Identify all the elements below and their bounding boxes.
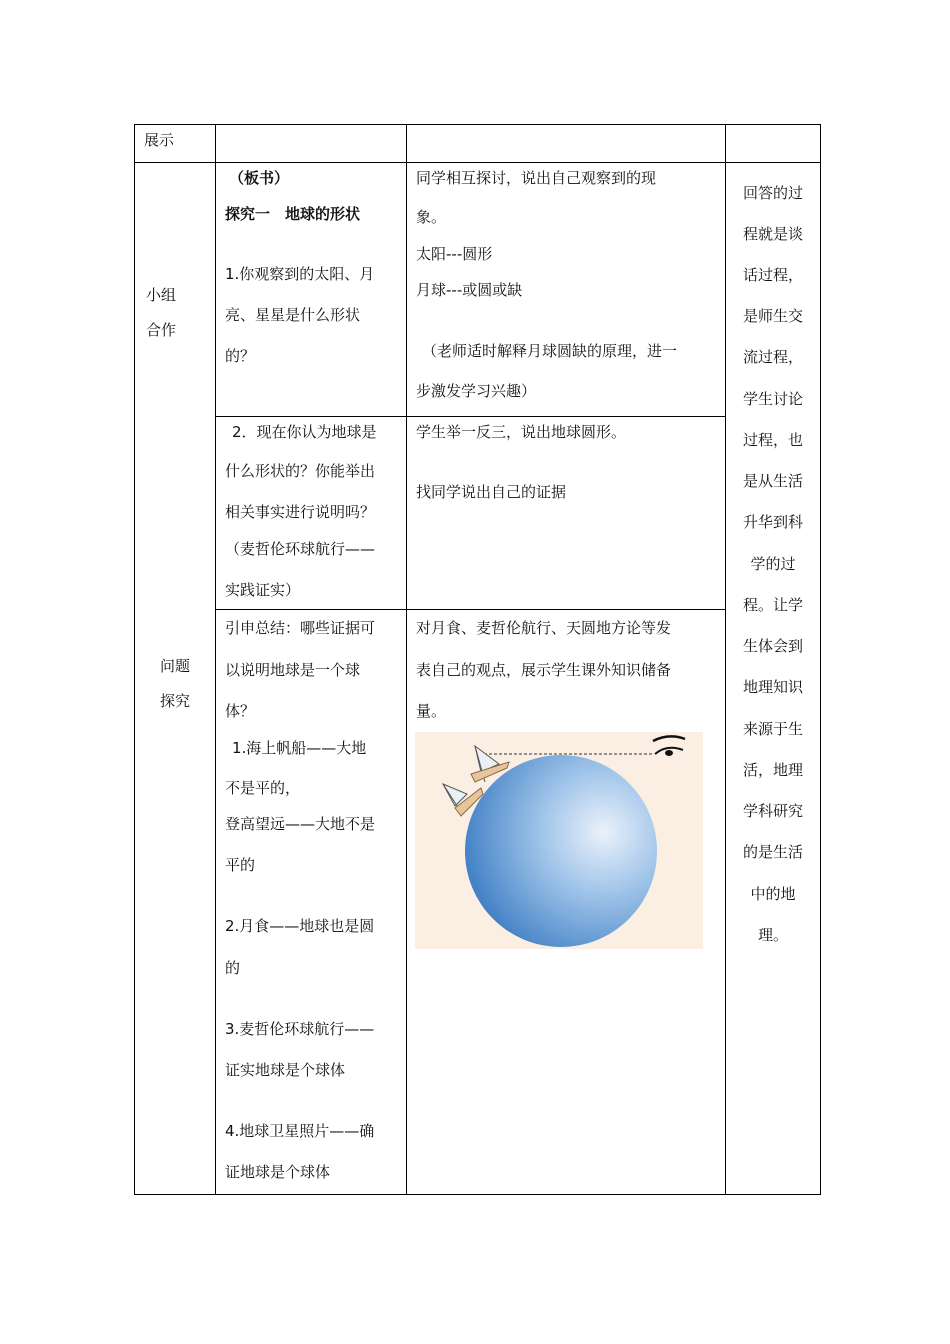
row-label-group-work-1: 小组	[146, 286, 177, 304]
design-intent-line-5: 流过程，	[742, 348, 803, 366]
student-example: 学生举一反三，说出地球圆形。	[416, 423, 627, 441]
design-intent-line-3: 话过程，	[742, 266, 803, 284]
question-2-line-5: 实践证实）	[225, 581, 301, 599]
evidence-4-line-2: 证地球是个球体	[225, 1163, 331, 1181]
student-opinions-line-1: 对月食、麦哲伦航行、天圆地方论等发	[416, 619, 672, 637]
question-1-line-3: 的？	[225, 347, 256, 365]
table-border-row2	[215, 416, 725, 417]
question-2-line-2: 什么形状的？你能举出	[225, 462, 376, 480]
table-border-right	[820, 124, 821, 1195]
table-border-bottom	[134, 1194, 821, 1195]
globe-ship-illustration	[415, 732, 703, 949]
summary-intro-line-1: 引申总结：哪些证据可	[225, 619, 376, 637]
evidence-2-line-2: 的	[225, 959, 241, 977]
evidence-1-line-2: 不是平的，	[225, 779, 301, 797]
question-2-line-3: 相关事实进行说明吗？	[225, 503, 376, 521]
row-label-inquiry-1: 问题	[160, 657, 191, 675]
table-border-top	[134, 124, 821, 125]
evidence-4-line-1: 4.地球卫星照片——确	[225, 1122, 375, 1140]
globe-sphere	[465, 755, 657, 947]
design-intent-line-9: 升华到科	[742, 513, 803, 531]
teacher-explain-line-1: （老师适时解释月球圆缺的原理，进一	[422, 342, 678, 360]
design-intent-line-10: 学的过	[750, 555, 796, 573]
row-label-inquiry-2: 探究	[160, 692, 191, 710]
student-evidence: 找同学说出自己的证据	[416, 483, 567, 501]
design-intent-line-4: 是师生交	[742, 307, 803, 325]
student-discuss-line-1: 同学相互探讨，说出自己观察到的现	[416, 169, 657, 187]
evidence-3-line-1: 3.麦哲伦环球航行——	[225, 1020, 375, 1038]
design-intent-line-14: 来源于生	[742, 720, 803, 738]
evidence-1-line-1: 1.海上帆船——大地	[232, 739, 367, 757]
design-intent-line-2: 程就是谈	[742, 225, 803, 243]
table-col-divider-1	[215, 124, 216, 1195]
student-sun: 太阳---圆形	[416, 245, 493, 263]
summary-intro-line-2: 以说明地球是一个球	[225, 661, 361, 679]
student-discuss-line-2: 象。	[416, 208, 447, 226]
student-opinions-line-3: 量。	[416, 702, 447, 720]
question-1-line-2: 亮、星星是什么形状	[225, 306, 361, 324]
student-opinions-line-2: 表自己的观点，展示学生课外知识储备	[416, 661, 672, 679]
table-border-row1	[134, 162, 821, 163]
table-col-divider-2	[406, 124, 407, 1195]
design-intent-line-11: 程。让学	[742, 596, 803, 614]
design-intent-line-19: 理。	[757, 926, 788, 944]
design-intent-line-16: 学科研究	[742, 802, 803, 820]
question-2-line-4: （麦哲伦环球航行——	[225, 540, 376, 558]
design-intent-line-12: 生体会到	[742, 637, 803, 655]
question-2-line-1: 2．现在你认为地球是	[232, 423, 377, 441]
table-border-row3	[215, 609, 725, 610]
design-intent-line-6: 学生讨论	[742, 390, 803, 408]
row-label-display: 展示	[144, 131, 175, 149]
evidence-3-line-2: 证实地球是个球体	[225, 1061, 346, 1079]
design-intent-line-7: 过程，也	[742, 431, 803, 449]
design-intent-line-18: 中的地	[750, 885, 796, 903]
board-note: （板书）	[229, 169, 290, 187]
design-intent-line-17: 的是生活	[742, 843, 803, 861]
table-border-left	[134, 124, 135, 1195]
evidence-2-line-1: 2.月食——地球也是圆	[225, 917, 375, 935]
design-intent-line-1: 回答的过	[742, 184, 803, 202]
design-intent-line-13: 地理知识	[742, 678, 803, 696]
student-moon: 月球---或圆或缺	[416, 281, 523, 299]
evidence-1-line-4: 平的	[225, 856, 256, 874]
explore-heading: 探究一 地球的形状	[225, 205, 361, 223]
row-label-group-work-2: 合作	[146, 321, 177, 339]
question-1-line-1: 1.你观察到的太阳、月	[225, 265, 375, 283]
design-intent-line-15: 活，地理	[742, 761, 803, 779]
teacher-explain-line-2: 步激发学习兴趣）	[416, 382, 537, 400]
design-intent-line-8: 是从生活	[742, 472, 803, 490]
summary-intro-line-3: 体？	[225, 702, 256, 720]
evidence-1-line-3: 登高望远——大地不是	[225, 815, 376, 833]
